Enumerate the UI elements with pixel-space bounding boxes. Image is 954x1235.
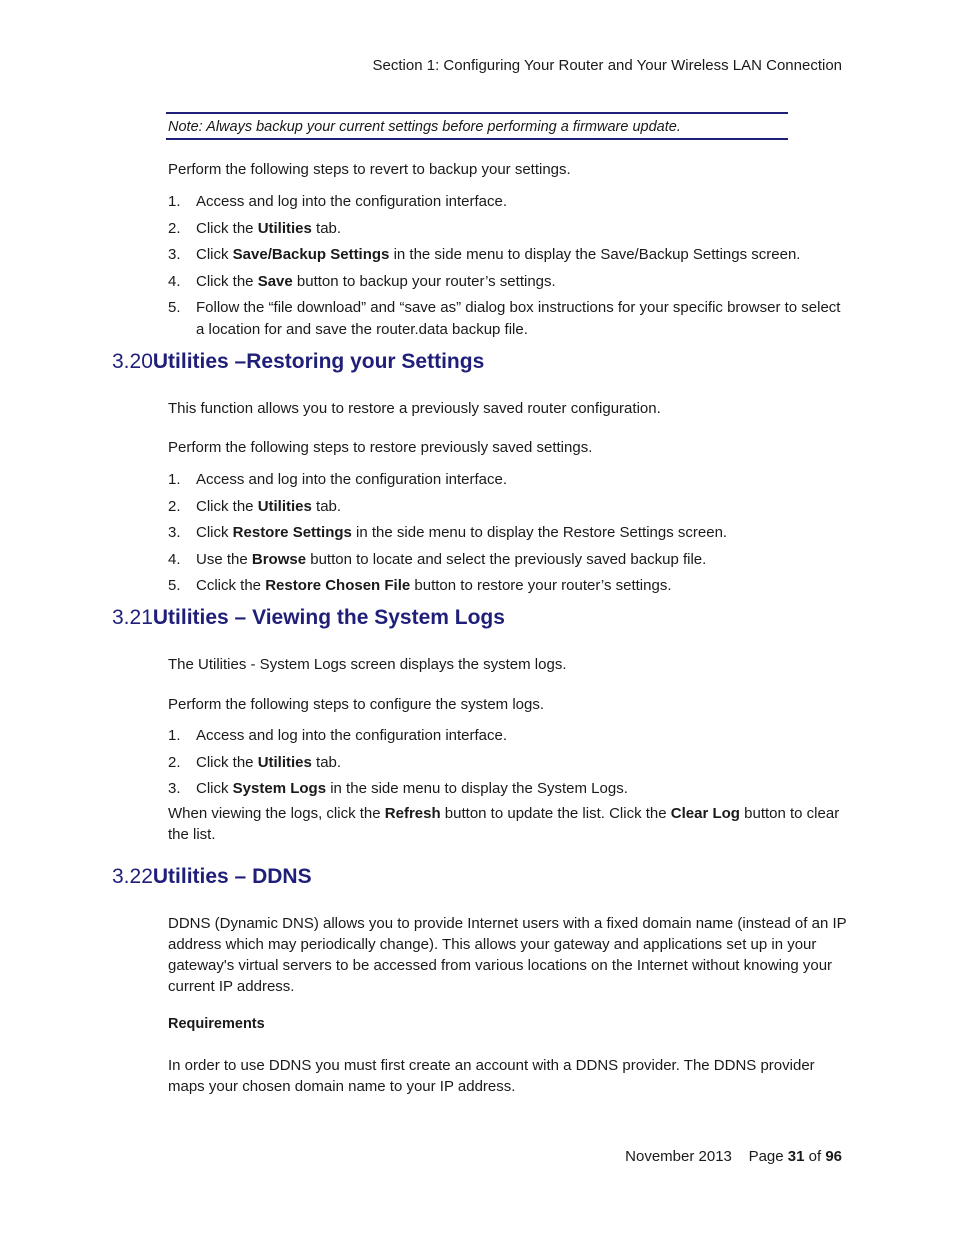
backup-steps [168, 191, 848, 345]
list-item: 5. Follow the “file download” and “save as” dialog box instructions for your specific browser to select a location for and save the router.data backup file. [168, 299, 841, 338]
ddns-p2: In order to use DDNS you must first create an account with a DDNS provider. The DDNS provider maps your chosen domain name to your IP address. [168, 1057, 815, 1095]
ddns-p1: DDNS (Dynamic DNS) allows you to provide Internet users with a fixed domain name (instead of an IP address which may periodically change). This allows your gateway and applications set up in your gateway's virtual servers to be accessed from various locations on the Internet without knowing your current IP address. [168, 915, 847, 995]
list-item: 3. Click Save/Backup Settings in the side menu to display the Save/Backup Settings screen. [168, 246, 801, 263]
requirements-heading: Requirements [168, 1016, 265, 1032]
backup-intro: Perform the following steps to revert to backup your settings. [168, 161, 571, 178]
list-item: 4. Click the Save button to backup your router’s settings. [168, 272, 556, 290]
list-item: 3. Click Restore Settings in the side menu to display the Restore Settings screen. [168, 524, 728, 541]
page-footer: November 2013 Page 31 of 96 [625, 1148, 842, 1165]
running-header: Section 1: Configuring Your Router and Your Wireless LAN Connection [372, 57, 842, 74]
list-item: 5. Cclick the Restore Chosen File button to restore your router’s settings. [168, 577, 672, 594]
restore-p2: Perform the following steps to restore previously saved settings. [168, 439, 593, 456]
list-item: 1. Access and log into the configuration interface. [168, 193, 508, 210]
list-item: 4. Use the Browse button to locate and select the previously saved backup file. [168, 550, 707, 568]
list-item: 3. Click System Logs in the side menu to display the System Logs. [168, 780, 628, 797]
list-item: 2. Click the Utilities tab. [168, 753, 342, 771]
logs-after: When viewing the logs, click the Refresh button to update the list. Click the Clear Log button to clear the list. [168, 805, 840, 843]
heading-3-22: 3.22Utilities – DDNS [112, 865, 312, 888]
list-item: 2. Click the Utilities tab. [168, 219, 342, 237]
logs-p2: Perform the following steps to configure the system logs. [168, 696, 545, 713]
logs-p1: The Utilities - System Logs screen displays the system logs. [168, 656, 567, 673]
list-item: 1. Access and log into the configuration interface. [168, 471, 508, 488]
logs-steps [168, 725, 848, 805]
note-text: Note: Always backup your current settings before performing a firmware update. [168, 119, 681, 135]
heading-3-21: 3.21Utilities – Viewing the System Logs [112, 606, 505, 629]
note-box [166, 112, 788, 140]
restore-steps [168, 469, 848, 602]
list-item: 1. Access and log into the configuration interface. [168, 727, 508, 744]
restore-p1: This function allows you to restore a previously saved router configuration. [168, 400, 661, 417]
list-item: 2. Click the Utilities tab. [168, 497, 342, 515]
heading-3-20: 3.20Utilities –Restoring your Settings [112, 350, 485, 373]
